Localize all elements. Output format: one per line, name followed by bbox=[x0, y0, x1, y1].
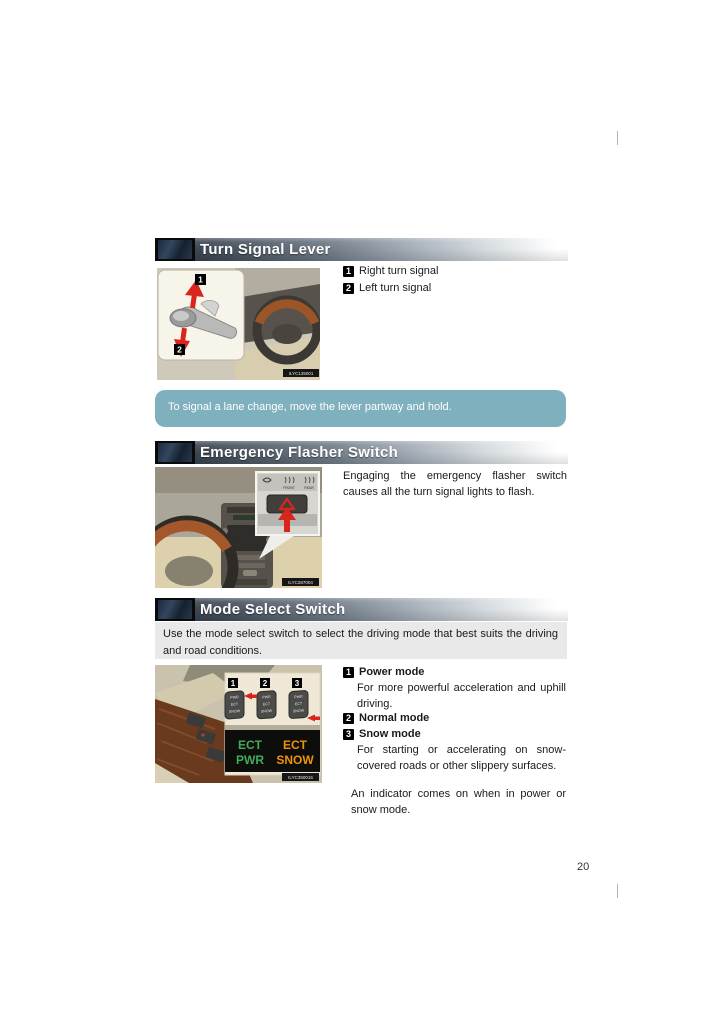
figure-code-label bbox=[283, 369, 319, 377]
svg-text:PWR: PWR bbox=[262, 694, 271, 700]
callout-badge: 2 bbox=[343, 283, 354, 294]
thumbnail-photo bbox=[158, 600, 192, 619]
callout-right-turn bbox=[343, 265, 439, 278]
section-header-turn-signal bbox=[155, 238, 568, 261]
ect-snow-line2: SNOW bbox=[276, 753, 314, 767]
steering-wheel-hub bbox=[272, 324, 302, 344]
inset-badge-3: 3 bbox=[294, 679, 300, 688]
mode-badge: 1 bbox=[343, 667, 354, 678]
thumbnail-photo bbox=[158, 443, 192, 462]
mode-name: Normal mode bbox=[359, 712, 430, 724]
ect-snow-line1: ECT bbox=[283, 738, 307, 752]
page-number: 20 bbox=[577, 861, 590, 873]
crop-mark-bottom bbox=[617, 884, 618, 898]
svg-text:1: 1 bbox=[198, 274, 203, 285]
indicator-footnote: An indicator comes on when in power or snow mode. bbox=[351, 788, 566, 816]
mode-switch-2 bbox=[257, 691, 276, 719]
svg-text:ECT: ECT bbox=[230, 702, 239, 707]
mode-inset bbox=[225, 673, 320, 775]
svg-text:SNOW: SNOW bbox=[292, 708, 305, 714]
ect-pwr-line2: PWR bbox=[236, 753, 264, 767]
steering-wheel-hub bbox=[165, 556, 213, 586]
figure-emergency-flasher bbox=[155, 467, 322, 588]
svg-text:2: 2 bbox=[177, 344, 182, 355]
rear-label: REAR bbox=[304, 486, 314, 490]
svg-text:SNOW: SNOW bbox=[260, 708, 273, 714]
callout-label: Left turn signal bbox=[359, 282, 432, 294]
mode-desc-snow: For starting or accelerating on snow-covered roads or other slippery surfaces. bbox=[357, 744, 566, 772]
svg-text:ECT: ECT bbox=[262, 701, 271, 707]
mode-badge: 3 bbox=[343, 729, 354, 740]
svg-text:SNOW: SNOW bbox=[228, 709, 241, 714]
mode-name: Snow mode bbox=[359, 728, 421, 740]
figure-badge-2 bbox=[174, 344, 185, 355]
lane-change-note: To signal a lane change, move the lever partway and hold. bbox=[155, 390, 566, 427]
figure-mode-select bbox=[155, 665, 322, 783]
svg-text:PWR: PWR bbox=[230, 695, 239, 700]
mode-switch-3 bbox=[289, 690, 308, 718]
mode-name: Power mode bbox=[359, 666, 425, 678]
mode-select-intro: Use the mode select switch to select the driving mode that best suits the driving and road conditions. bbox=[155, 622, 567, 659]
flasher-description: Engaging the emergency flasher switch causes all the turn signal lights to flash. bbox=[343, 470, 567, 498]
callout-badge: 1 bbox=[343, 266, 354, 277]
figure-code-label bbox=[282, 578, 319, 586]
section-thumbnail bbox=[155, 238, 195, 261]
figure-turn-signal-lever bbox=[157, 268, 320, 380]
mode-item-power bbox=[343, 666, 424, 679]
svg-text:ILYC135001: ILYC135001 bbox=[288, 371, 314, 376]
svg-text:PWR: PWR bbox=[294, 694, 303, 700]
section-title: Turn Signal Lever bbox=[200, 241, 331, 258]
flasher-inset bbox=[256, 472, 319, 535]
ect-pwr-line1: ECT bbox=[238, 738, 262, 752]
crop-mark-top bbox=[617, 131, 618, 145]
section-header-emergency-flasher bbox=[155, 441, 568, 464]
callout-left-turn bbox=[343, 282, 431, 295]
mode-item-snow bbox=[343, 728, 421, 741]
mode-item-normal bbox=[343, 712, 429, 725]
svg-text:ILYC350016: ILYC350016 bbox=[288, 775, 313, 780]
figure-code-label bbox=[282, 773, 319, 781]
front-label: FRONT bbox=[283, 486, 295, 490]
callout-label: Right turn signal bbox=[359, 265, 439, 277]
inset-badge-2: 2 bbox=[262, 679, 268, 688]
section-title: Emergency Flasher Switch bbox=[200, 444, 399, 461]
svg-text:ILYC287004: ILYC287004 bbox=[288, 580, 313, 585]
mode-switch-1 bbox=[225, 691, 244, 719]
svg-text:ECT: ECT bbox=[294, 701, 303, 707]
section-header-mode-select bbox=[155, 598, 568, 621]
section-title: Mode Select Switch bbox=[200, 601, 346, 618]
mode-desc-power: For more powerful acceleration and uphill driving. bbox=[357, 682, 566, 710]
section-thumbnail bbox=[155, 441, 195, 464]
section-thumbnail bbox=[155, 598, 195, 621]
inset-badge-1: 1 bbox=[230, 679, 236, 688]
figure-badge-1 bbox=[195, 274, 206, 285]
thumbnail-photo bbox=[158, 240, 192, 259]
mode-badge: 2 bbox=[343, 713, 354, 724]
